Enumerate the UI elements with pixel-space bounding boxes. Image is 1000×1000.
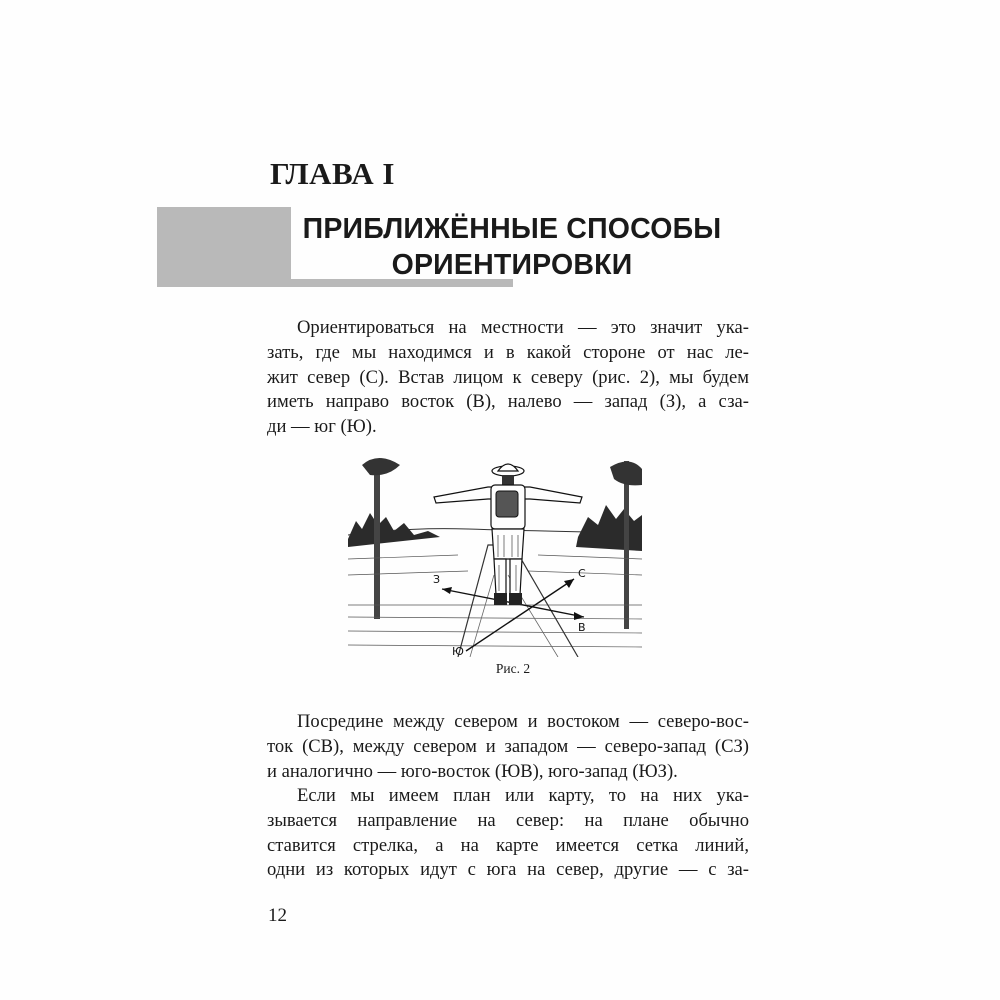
paragraph-1-line: жит север (С). Встав лицом к северу (рис. 2), мы будем [267, 366, 749, 388]
paragraph-2-line: и аналогично — юго-восток (ЮВ), юго-запад (ЮЗ). [267, 760, 678, 782]
paragraph-1-line: зать, где мы находимся и в какой стороне от нас ле- [267, 341, 749, 363]
paragraph-3-line: Если мы имеем план или карту, то на них ука- [297, 785, 749, 806]
paragraph-2 [267, 710, 749, 784]
paragraph-3-line: ставится стрелка, а на карте имеется сетка линий, [267, 834, 749, 856]
figure-label-west: З [433, 573, 441, 586]
paragraph-1 [267, 316, 749, 440]
paragraph-2-line: ток (СВ), между севером и западом — северо-запад (СЗ) [267, 735, 749, 757]
chapter-heading: ГЛАВА I [270, 156, 395, 191]
figure-orientation-illustration [348, 455, 642, 657]
figure-label-south: Ю [452, 645, 464, 657]
page-number: 12 [268, 905, 287, 926]
paragraph-3 [267, 784, 749, 883]
paragraph-2-line: Посредине между севером и востоком — северо-вос- [297, 711, 749, 732]
paragraph-3-line: одни из которых идут с юга на север, другие — с за- [267, 859, 749, 881]
figure-caption: Рис. 2 [495, 661, 531, 676]
paragraph-3-line: зывается направление на север: на плане обычно [267, 809, 749, 831]
paragraph-1-line: иметь направо восток (В), налево — запад (З), а сза- [267, 391, 749, 413]
section-title-line-2: ОРИЕНТИРОВКИ [391, 249, 633, 281]
section-title [291, 211, 733, 283]
section-title-line-1: ПРИБЛИЖЁННЫЕ СПОСОБЫ [302, 213, 722, 245]
figure-label-north: С [578, 567, 586, 580]
figure-label-east: В [578, 621, 586, 634]
paragraph-1-line: ди — юг (Ю). [267, 416, 377, 438]
paragraph-1-line: Ориентироваться на местности — это значит ука- [297, 317, 749, 338]
